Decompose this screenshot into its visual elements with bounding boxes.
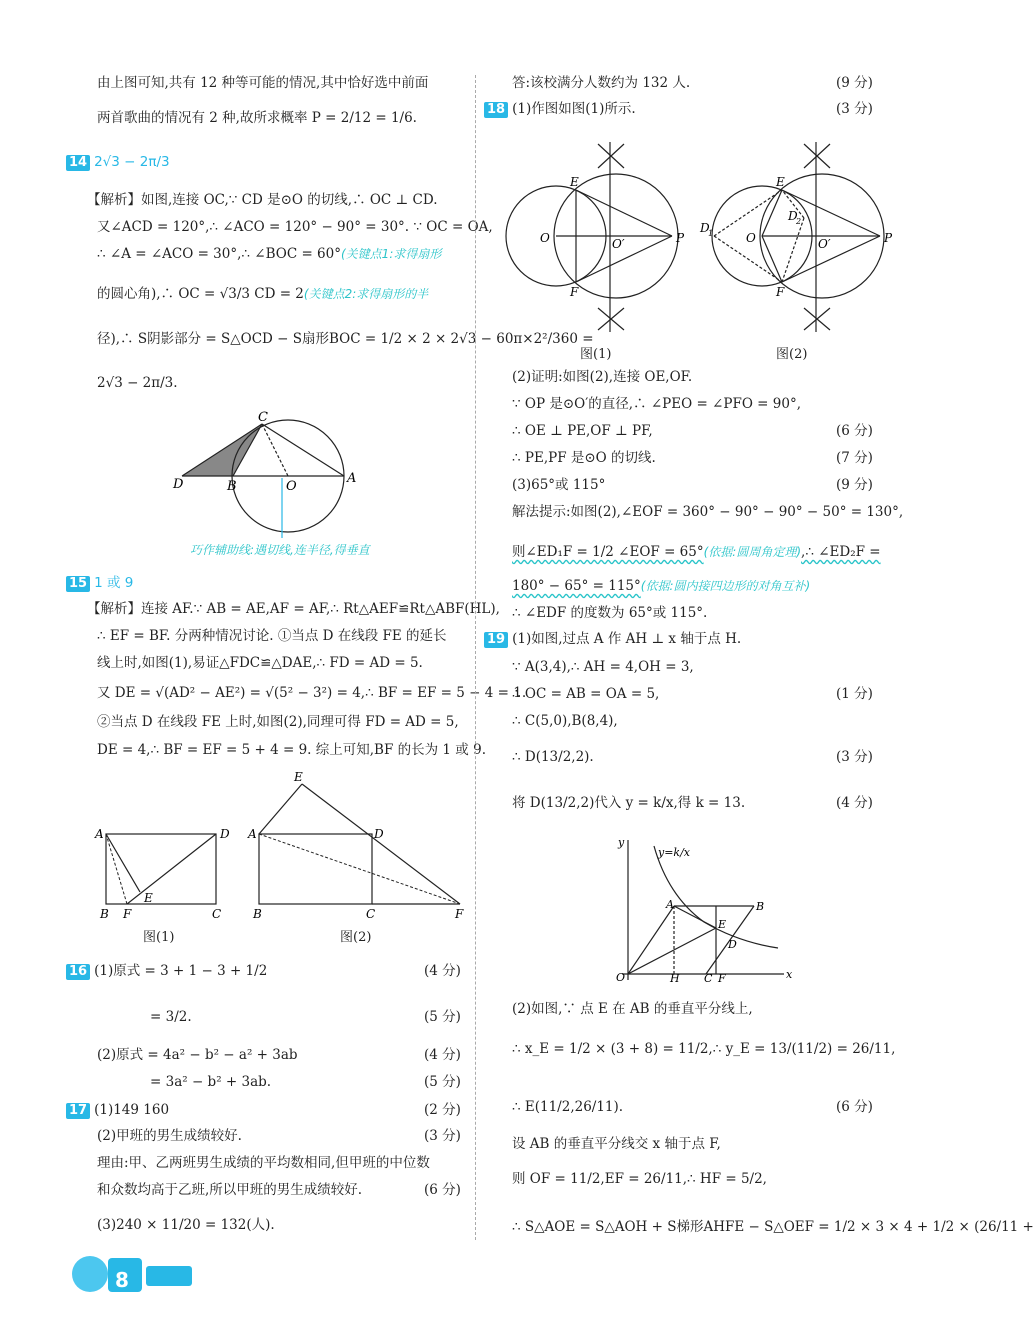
- svg-text:y=k/x: y=k/x: [658, 846, 691, 859]
- q14-line4: [97, 285, 428, 303]
- svg-text:C: C: [366, 907, 376, 921]
- q16-badge: 16: [66, 964, 90, 980]
- q18-score4: (6 分): [836, 423, 873, 439]
- q18-figures: [500, 132, 910, 342]
- footer-badge: [68, 1252, 198, 1298]
- svg-text:C: C: [704, 972, 713, 985]
- svg-text:D: D: [728, 938, 737, 951]
- q17-score2: (3 分): [424, 1128, 461, 1144]
- q16-line3: (2)原式 = 4a² − b² − a² + 3ab: [97, 1047, 298, 1063]
- q14-label-B: B: [227, 479, 237, 494]
- q18-score6: (9 分): [836, 477, 873, 493]
- svg-text:B: B: [253, 907, 262, 921]
- q16-score2: (5 分): [424, 1009, 461, 1025]
- q16-line4: = 3a² − b² + 3ab.: [150, 1074, 272, 1090]
- q14-line5: 径),∴ S阴影部分 = S△OCD − S扇形BOC = 1/2 × 2 × 2√3 − 60π×2²/360 =: [97, 331, 594, 347]
- q14-answer: 2√3 − 2π/3: [94, 154, 170, 170]
- q18-score1: (3 分): [836, 101, 873, 117]
- q14-line6: 2√3 − 2π/3.: [97, 375, 178, 391]
- q14-header: [66, 153, 170, 171]
- q14-badge: 14: [66, 155, 90, 171]
- q16-line1-text: (1)原式 = 3 + 1 − 3 + 1/2: [94, 963, 268, 979]
- q15-header: [66, 574, 133, 592]
- q15-line5: ②当点 D 在线段 FE 上时,如图(2),同理可得 FD = AD = 5,: [97, 714, 459, 730]
- svg-text:O: O: [540, 231, 550, 245]
- q18-line1: [484, 100, 636, 118]
- svg-text:E: E: [776, 175, 785, 189]
- q18-note9: (依据:圆内接四边形的对角互补): [640, 579, 811, 593]
- q15-fig2-drawing: [247, 770, 464, 921]
- q14-line-CA: [262, 424, 344, 476]
- footer-page-number: 8: [115, 1268, 129, 1292]
- q19-line1: [484, 630, 741, 648]
- q18-line8-text: 则∠ED₁F = 1/2 ∠EOF = 65°: [512, 544, 704, 560]
- svg-text:O′: O′: [818, 237, 831, 251]
- q18-fig2-labels: [699, 175, 893, 299]
- q19-line12: ∴ S△AOE = S△AOH + S梯形AHFE − S△OEF = 1/2 × 3 × 4 + 1/2 × (26/11 +: [512, 1219, 1034, 1235]
- q18-line8b-text: ,∴ ∠ED₂F =: [801, 544, 881, 560]
- footer-mascot-icon: [72, 1256, 108, 1292]
- svg-text:F: F: [776, 285, 785, 299]
- q18-fig1-drawing: [506, 142, 678, 332]
- q14-label-C: C: [258, 410, 268, 425]
- svg-text:D: D: [374, 827, 384, 841]
- svg-text:F: F: [455, 907, 464, 921]
- q19-line4: ∴ C(5,0),B(8,4),: [512, 713, 618, 729]
- q18-line2: (2)证明:如图(2),连接 OE,OF.: [512, 369, 693, 385]
- q17-line2: (2)甲班的男生成绩较好.: [97, 1128, 242, 1144]
- q14-label-A: A: [347, 471, 357, 486]
- q14-line3-text: ∴ ∠A = ∠ACO = 30°,∴ ∠BOC = 60°: [97, 246, 341, 262]
- q18-line9-text: 180° − 65° = 115°: [512, 578, 641, 594]
- svg-text:A: A: [248, 827, 257, 841]
- q18-line9: [512, 577, 810, 595]
- q19-line1-text: (1)如图,过点 A 作 AH ⊥ x 轴于点 H.: [512, 631, 742, 647]
- svg-text:P: P: [676, 231, 685, 245]
- svg-text:D: D: [788, 209, 798, 223]
- q18-line4: ∴ OE ⊥ PE,OF ⊥ PF,: [512, 423, 653, 439]
- svg-text:B: B: [756, 900, 765, 913]
- q14-line1: 【解析】如图,连接 OC,∵ CD 是⊙O 的切线,∴ OC ⊥ CD.: [87, 192, 438, 208]
- q15-badge: 15: [66, 576, 90, 592]
- q16-line2: = 3/2.: [150, 1009, 192, 1025]
- column-divider: [475, 75, 476, 1240]
- q19-line6: 将 D(13/2,2)代入 y = k/x,得 k = 13.: [512, 795, 746, 811]
- svg-text:A: A: [95, 827, 104, 841]
- q14-figure: [170, 410, 370, 560]
- svg-text:B: B: [100, 907, 109, 921]
- q17-score-final: (9 分): [836, 75, 873, 91]
- q19-figure-labels: [616, 836, 793, 985]
- q17-conclusion: 答:该校满分人数约为 132 人.: [512, 75, 691, 91]
- svg-text:A: A: [666, 898, 674, 911]
- q16-score1: (4 分): [424, 963, 461, 979]
- q15-figures: [92, 770, 472, 920]
- q17-score1: (2 分): [424, 1102, 461, 1118]
- svg-text:C: C: [212, 907, 222, 921]
- svg-text:E: E: [294, 770, 303, 784]
- q17-line1-text: (1)149 160: [94, 1102, 170, 1118]
- q18-note8: (依据:圆周角定理): [703, 545, 802, 559]
- q14-line4-text: 的圆心角),∴ OC = √3/3 CD = 2: [97, 286, 304, 302]
- q15-line2: ∴ EF = BF. 分两种情况讨论. ①当点 D 在线段 FE 的延长: [97, 628, 447, 644]
- q18-line5: ∴ PE,PF 是⊙O 的切线.: [512, 450, 656, 466]
- svg-text:x: x: [786, 968, 793, 981]
- q19-badge: 19: [484, 632, 508, 648]
- q18-line6: (3)65°或 115°: [512, 477, 606, 493]
- q17-line1: [66, 1101, 169, 1119]
- q19-score9: (6 分): [836, 1099, 873, 1115]
- svg-text:F: F: [570, 285, 579, 299]
- q19-figure: [608, 836, 798, 984]
- q19-line7: (2)如图,∵ 点 E 在 AB 的垂直平分线上,: [512, 1001, 753, 1017]
- q18-line10: ∴ ∠EDF 的度数为 65°或 115°.: [512, 605, 708, 621]
- q15-fig2-caption: 图(2): [340, 930, 372, 945]
- q15-line6: DE = 4,∴ BF = EF = 5 + 4 = 9. 综上可知,BF 的长为 1 或 9.: [97, 742, 486, 758]
- q15-fig1-caption: 图(1): [143, 930, 175, 945]
- svg-text:H: H: [670, 972, 680, 985]
- q18-fig2-drawing: [712, 142, 884, 332]
- q15-fig1-drawing: [94, 827, 230, 921]
- q18-line7: 解法提示:如图(2),∠EOF = 360° − 90° − 90° − 50° = 130°,: [512, 504, 904, 520]
- q16-score3: (4 分): [424, 1047, 461, 1063]
- q14-note1: (关键点1:求得扇形: [341, 247, 442, 261]
- q16-line1: [66, 962, 267, 980]
- q15-line1: 【解析】连接 AF.∵ AB = AE,AF = AF,∴ Rt△AEF≌Rt△ABF(HL),: [87, 601, 500, 617]
- q14-label-D: D: [173, 477, 184, 492]
- svg-text:D: D: [700, 221, 710, 235]
- q17-line5: (3)240 × 11/20 = 132(人).: [97, 1217, 275, 1233]
- q19-line8: ∴ x_E = 1/2 × (3 + 8) = 11/2,∴ y_E = 13/(11/2) = 26/11,: [512, 1041, 896, 1057]
- svg-text:O′: O′: [612, 237, 625, 251]
- q14-line2: 又∠ACD = 120°,∴ ∠ACO = 120° − 90° = 30°. ∵ OC = OA,: [97, 219, 493, 235]
- q13-text-line2: 两首歌曲的情况有 2 种,故所求概率 P = 2/12 = 1/6.: [97, 110, 417, 126]
- svg-text:y: y: [618, 836, 625, 849]
- q14-figure-note: 巧作辅助线:遇切线,连半径,得垂直: [190, 543, 370, 557]
- q18-line3: ∵ OP 是⊙O′的直径,∴ ∠PEO = ∠PFO = 90°,: [512, 396, 802, 412]
- q18-badge: 18: [484, 102, 508, 118]
- q17-line4: 和众数均高于乙班,所以甲班的男生成绩较好.: [97, 1182, 363, 1198]
- q19-score5: (3 分): [836, 749, 873, 765]
- q19-line10: 设 AB 的垂直平分线交 x 轴于点 F,: [512, 1136, 721, 1152]
- svg-text:P: P: [884, 231, 893, 245]
- svg-text:F: F: [718, 972, 726, 985]
- q15-line3: 线上时,如图(1),易证△FDC≌△DAE,∴ FD = AD = 5.: [97, 655, 423, 671]
- svg-text:O: O: [616, 971, 626, 984]
- q18-score5: (7 分): [836, 450, 873, 466]
- q18-line8: [512, 543, 881, 561]
- q14-label-O: O: [286, 479, 297, 494]
- q19-score6: (4 分): [836, 795, 873, 811]
- svg-text:F: F: [123, 907, 132, 921]
- q17-badge: 17: [66, 1103, 90, 1119]
- q19-line11: 则 OF = 11/2,EF = 26/11,∴ HF = 5/2,: [512, 1171, 767, 1187]
- q17-score4: (6 分): [424, 1182, 461, 1198]
- q18-fig1-caption: 图(1): [580, 347, 612, 362]
- q18-line1-text: (1)作图如图(1)所示.: [512, 101, 636, 117]
- q14-note2: (关键点2:求得扇形的半: [303, 287, 429, 301]
- q19-line9: ∴ E(11/2,26/11).: [512, 1099, 624, 1115]
- q19-line3: ∴ OC = AB = OA = 5,: [512, 686, 660, 702]
- q16-score4: (5 分): [424, 1074, 461, 1090]
- svg-text:2: 2: [796, 217, 802, 226]
- svg-text:D: D: [220, 827, 230, 841]
- q19-line5: ∴ D(13/2,2).: [512, 749, 594, 765]
- q18-fig2-caption: 图(2): [776, 347, 808, 362]
- q15-answer: 1 或 9: [94, 575, 134, 591]
- svg-text:1: 1: [708, 229, 714, 238]
- q13-text-line1: 由上图可知,共有 12 种等可能的情况,其中恰好选中前面: [97, 75, 429, 91]
- q18-fig1-labels: [540, 175, 685, 299]
- svg-text:E: E: [570, 175, 579, 189]
- svg-text:E: E: [144, 891, 153, 905]
- footer-tag: [146, 1266, 192, 1286]
- q17-line3: 理由:甲、乙两班男生成绩的平均数相同,但甲班的中位数: [97, 1155, 430, 1171]
- q19-score3: (1 分): [836, 686, 873, 702]
- svg-text:O: O: [746, 231, 756, 245]
- q19-line2: ∵ A(3,4),∴ AH = 4,OH = 3,: [512, 659, 694, 675]
- q15-line4: 又 DE = √(AD² − AE²) = √(5² − 3²) = 4,∴ BF = EF = 5 − 4 = 1.: [97, 685, 527, 701]
- q14-line3: [97, 245, 441, 263]
- svg-text:E: E: [718, 918, 727, 931]
